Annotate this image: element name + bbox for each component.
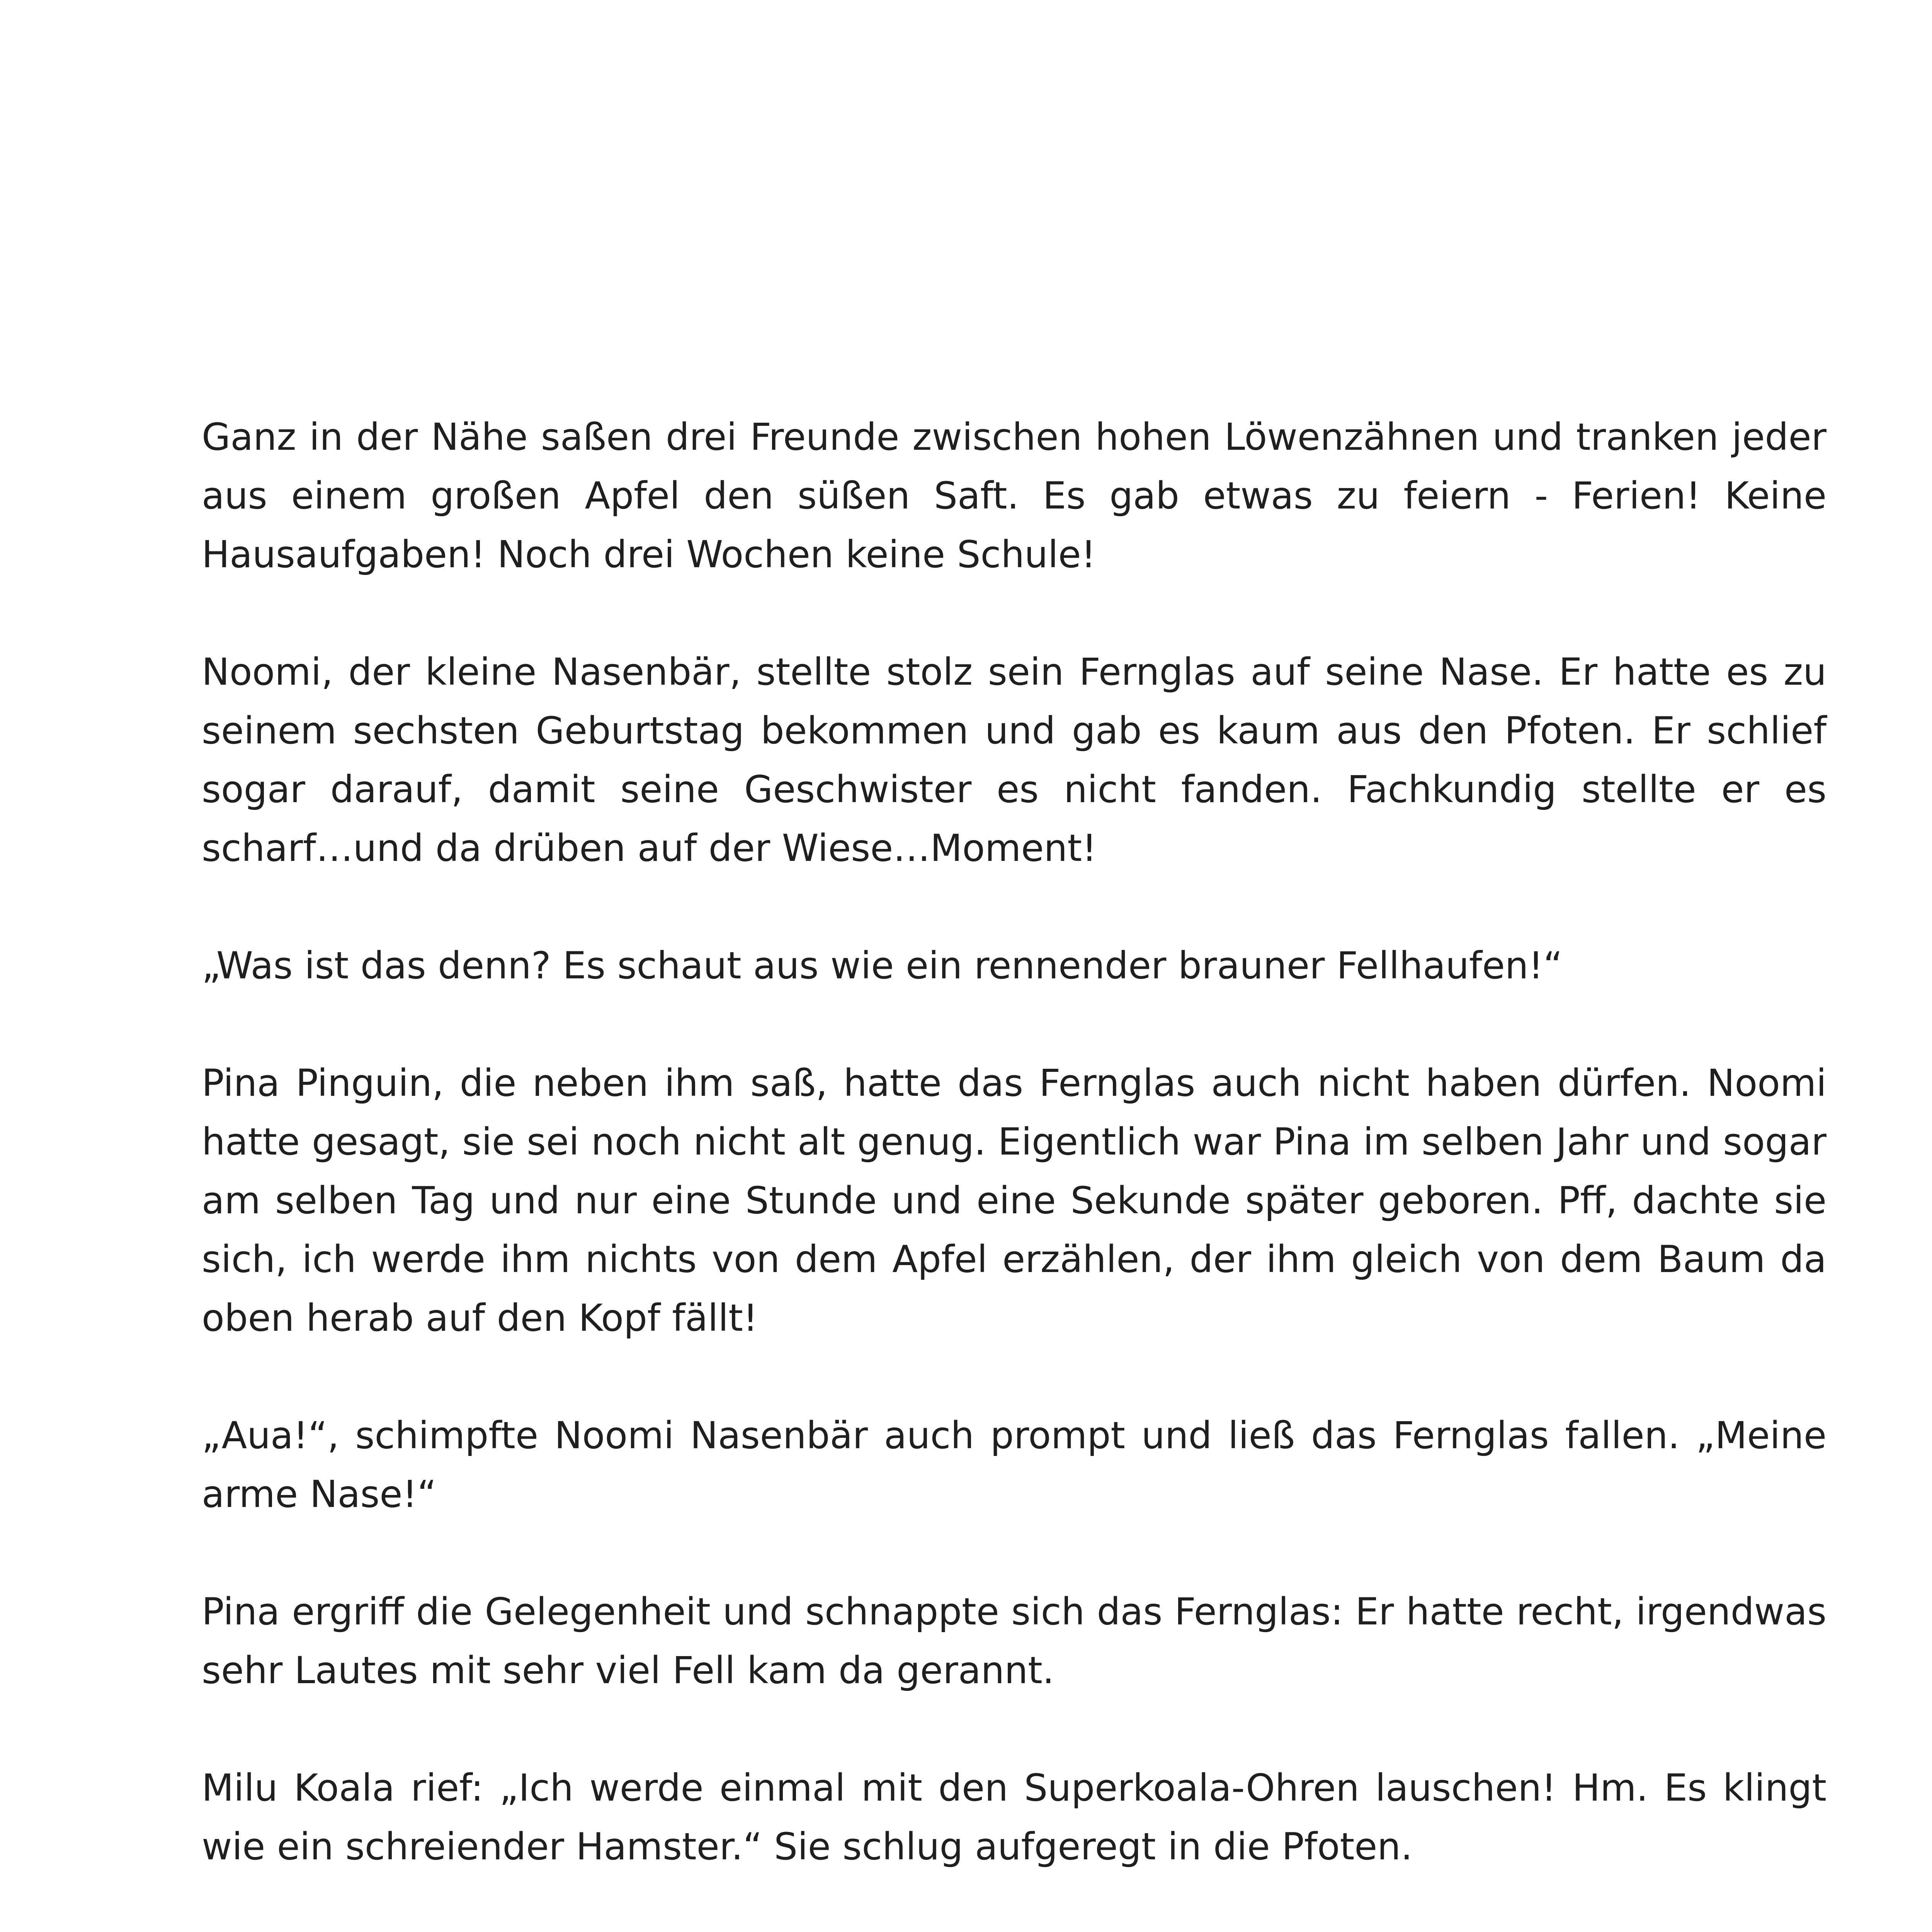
paragraph-1: Ganz in der Nähe saßen drei Freunde zwischen hohen Löwenzähnen und tranken jeder aus einem großen Apfel den süßen Saft. Es gab etwas zu feiern - Ferien! Keine Hausaufgaben! Noch drei Wochen keine Schule! bbox=[202, 415, 1827, 576]
paragraph-7: Milu Koala rief: „Ich werde einmal mit den Superkoala-Ohren lauschen! Hm. Es klingt wie ein schreiender Hamster.“ Sie schlug aufgeregt in die Pfoten. bbox=[202, 1766, 1827, 1868]
paragraph-6: Pina ergriff die Gelegenheit und schnappte sich das Fernglas: Er hatte recht, irgendwas sehr Lautes mit sehr viel Fell kam da gerannt. bbox=[202, 1590, 1827, 1692]
paragraph-5: „Aua!“, schimpfte Noomi Nasenbär auch prompt und ließ das Fernglas fallen. „Meine arme Nase!“ bbox=[202, 1414, 1827, 1516]
story-text bbox=[202, 408, 1827, 1932]
paragraph-4: Pina Pinguin, die neben ihm saß, hatte das Fernglas auch nicht haben dürfen. Noomi hatte gesagt, sie sei noch nicht alt genug. Eigentlich war Pina im selben Jahr und sogar am selben Tag und nur eine Stunde und eine Sekunde später geboren. Pff, dachte sie sich, ich werde ihm nichts von dem Apfel erzählen, der ihm gleich von dem Baum da oben herab auf den Kopf fällt! bbox=[202, 1061, 1827, 1340]
paragraph-2: Noomi, der kleine Nasenbär, stellte stolz sein Fernglas auf seine Nase. Er hatte es zu seinem sechsten Geburtstag bekommen und gab es kaum aus den Pfoten. Er schlief sogar darauf, damit seine Geschwister es nicht fanden. Fachkundig stellte er es scharf…und da drüben auf der Wiese…Moment! bbox=[202, 650, 1827, 870]
paragraph-3: „Was ist das denn? Es schaut aus wie ein rennender brauner Fellhaufen!“ bbox=[202, 944, 1563, 987]
